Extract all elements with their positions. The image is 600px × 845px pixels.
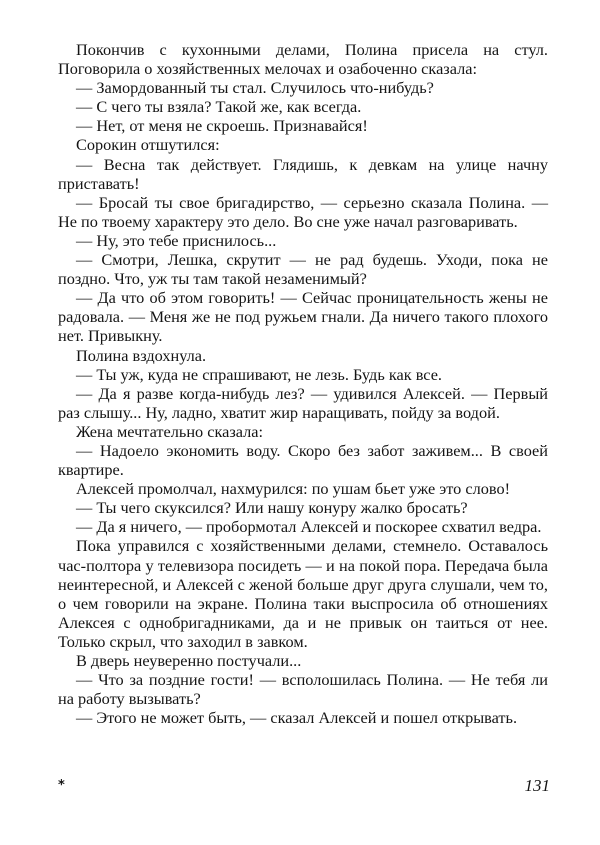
paragraph: Полина вздохнула. [76,345,207,365]
paragraph: — Ты чего скуксился? Или нашу конуру жалко бросать? [76,498,468,518]
footer-asterisk-mark: * [58,778,65,793]
paragraph: — Ну, это тебе приснилось... [76,230,277,250]
paragraph: — Смотри, Лешка, скрутит — не рад будешь. Уходи, пока не поздно. Что, уж ты там такой незаменимый? [58,250,548,289]
page-text-body [58,40,548,727]
paragraph: — Да я разве когда-нибудь лез? — удивился Алексей. — Первый раз слышу... Ну, ладно, хватит жир наращивать, пойду за водой. [58,383,548,422]
page-number: 131 [524,776,550,795]
paragraph: — Нет, от меня не скроешь. Признавайся! [76,116,368,136]
paragraph: Пока управился с хозяйственными делами, стемнело. Оставалось час-полтора у телевизора посидеть — и на покой пора. Передача была неинтересной, и Алексей с женой больше друг друга слушали, чем то, о чем говорили на экране. Полина таки выспросила об отношениях Алексея с однобригадниками, да и не привык он таиться от нее. Только скрыл, что заходил в завком. [58,536,548,651]
paragraph: — С чего ты взяла? Такой же, как всегда. [76,97,362,117]
paragraph: — Замордованный ты стал. Случилось что-нибудь? [76,78,434,98]
paragraph: — Бросай ты свое бригадирство, — серьезно сказала Полина. — Не по твоему характеру это дело. Во сне уже начал разговаривать. [58,192,548,231]
paragraph: — Ты уж, куда не спрашивают, не лезь. Будь как все. [76,364,443,384]
paragraph: Жена мечтательно сказала: [76,421,264,441]
paragraph: Алексей промолчал, нахмурился: по ушам бьет уже это слово! [76,479,511,499]
paragraph: — Что за поздние гости! — всполошилась Полина. — Не тебя ли на работу вызывать? [58,670,548,709]
paragraph: — Да я ничего, — пробормотал Алексей и поскорее схватил ведра. [76,517,542,537]
paragraph: В дверь неуверенно постучали... [76,651,302,670]
paragraph: Сорокин отшутился: [76,135,220,155]
paragraph: — Да что об этом говорить! — Сейчас проницательность жены не радовала. — Меня же не под ружьем гнали. Да ничего такого плохого нет. Привыкну. [58,288,548,346]
paragraph: Покончив с кухонными делами, Полина присела на стул. Поговорила о хозяйственных мелочах и озабоченно сказала: [58,40,548,79]
paragraph: — Надоело экономить воду. Скоро без забот заживем... В своей квартире. [58,440,548,480]
paragraph: — Весна так действует. Глядишь, к девкам на улице начну приставать! [58,154,548,193]
paragraph: — Этого не может быть, — сказал Алексей и пошел открывать. [76,708,518,728]
